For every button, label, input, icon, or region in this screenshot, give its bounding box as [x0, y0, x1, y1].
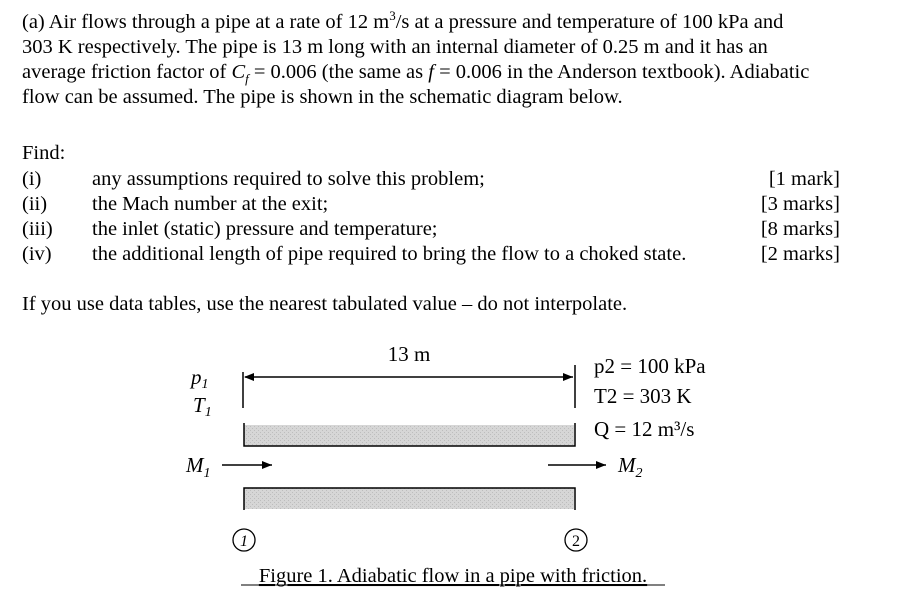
task-text: the Mach number at the exit;: [92, 193, 329, 215]
station-2-label: 2: [572, 533, 580, 550]
pipe-length-label: 13 m: [387, 342, 431, 366]
pipe-wall-top: [244, 425, 574, 446]
task-marks: [1 mark]: [768, 168, 840, 190]
inlet-pressure-label: p1: [191, 365, 209, 392]
find-heading: Find:: [22, 142, 66, 164]
outlet-mach-label: $M_2$: [618, 453, 643, 481]
intro-line-3: average friction factor of $C_f = 0.006$ (the same as f = 0.006 in the Anderson textbook). Adiabatic: [22, 61, 810, 87]
task-number: (ii): [22, 193, 48, 215]
flow-rate-label: Q = 12 m³/s: [594, 417, 695, 441]
dimension-arrowhead-left: [244, 373, 254, 381]
intro-line-2: 303 K respectively. The pipe is 13 m long with an internal diameter of 0.25 m and it has an: [22, 36, 768, 58]
outlet-temperature-label: T2 = 303 K: [594, 384, 692, 408]
data-table-note: If you use data tables, use the nearest tabulated value – do not interpolate.: [22, 293, 628, 315]
inlet-temperature-label: T1: [193, 393, 212, 420]
intro-line-1: (a) Air flows through a pipe at a rate of 12 $m^3/s$ at a pressure and temperature of 100 kPa and: [22, 8, 784, 33]
task-marks: [8 marks]: [760, 218, 840, 240]
task-text: any assumptions required to solve this problem;: [92, 168, 485, 190]
station-1-label: 1: [240, 533, 248, 550]
task-number: (iv): [22, 243, 52, 265]
intro-line-4: flow can be assumed. The pipe is shown in the schematic diagram below.: [22, 86, 623, 108]
task-number: (iii): [22, 218, 53, 240]
inlet-mach-label: $M_1$: [186, 453, 211, 481]
task-text: the inlet (static) pressure and temperature;: [92, 218, 438, 240]
outlet-pressure-label: p2 = 100 kPa: [594, 354, 706, 378]
figure-caption: Figure 1. Adiabatic flow in a pipe with friction.: [258, 565, 648, 587]
pipe-wall-bottom: [244, 488, 574, 509]
task-text: the additional length of pipe required to bring the flow to a choked state.: [92, 243, 687, 265]
task-number: (i): [22, 168, 42, 190]
task-marks: [2 marks]: [760, 243, 840, 265]
task-marks: [3 marks]: [760, 193, 840, 215]
